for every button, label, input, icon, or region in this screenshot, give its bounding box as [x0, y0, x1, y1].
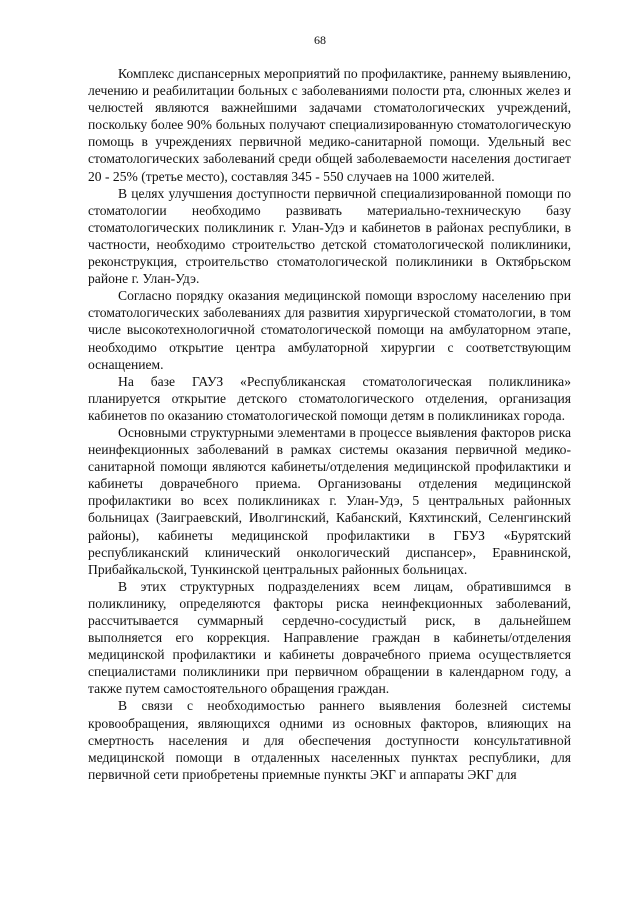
- page-number: 68: [314, 33, 326, 47]
- paragraph-risk-factors: В этих структурных подразделениях всем лицам, обратившимся в поликлинику, определяются факторы риска неинфекционных заболеваний, рассчитывается суммарный сердечно-сосудистый риск, в дальнейшем выполняется его коррекция. Направление граждан в кабинеты/отделения медицинской профилактики и кабинеты доврачебного приема осуществляется специалистами поликлиники при первичном обращении в календарном году, а также путем самостоятельного обращения граждан.: [88, 578, 571, 697]
- body-text: [88, 65, 571, 783]
- paragraph-structural-elements: Основными структурными элементами в процессе выявления факторов риска неинфекционных заболеваний в рамках системы оказания первичной медико-санитарной помощи являются кабинеты/отделения медицинской профилактики и кабинеты доврачебного приема. Организованы отделения медицинской профилактики во всех поликлиниках г. Улан-Удэ, 5 центральных районных больницах (Заиграевский, Иволгинский, Кабанский, Кяхтинский, Селенгинский районы), кабинеты медицинской профилактики в ГБУЗ «Бурятский республиканский клинический онкологический диспансер», Еравнинской, Прибайкальской, Тункинской центральных районных больницах.: [88, 424, 571, 577]
- paragraph-accessibility-improvement: В целях улучшения доступности первичной специализированной помощи по стоматологии необходимо развивать материально-техническую базу стоматологических поликлиник г. Улан-Удэ и кабинетов в районах республики, в частности, необходимо строительство детской стоматологической поликлиники, реконструкция, строительство стоматологической поликлиники в Октябрьском районе г. Улан-Удэ.: [88, 185, 571, 287]
- paragraph-surgery-center: Согласно порядку оказания медицинской помощи взрослому населению при стоматологических заболеваниях для развития хирургической стоматологии, в том числе высокотехнологичной стоматологической помощи на амбулаторном этапе, необходимо открытие центра амбулаторной хирургии с соответствующим оснащением.: [88, 288, 571, 372]
- paragraph-children-department: На базе ГАУЗ «Республиканская стоматологическая поликлиника» планируется открытие детского стоматологического отделения, организация кабинетов по оказанию стоматологической помощи детям в поликлиниках города.: [88, 373, 571, 423]
- paragraph-ecg-points: В связи с необходимостью раннего выявления болезней системы кровообращения, являющихся одними из основных факторов, влияющих на смертность населения и для обеспечения доступности консультативной медицинской помощи в отдаленных населенных пунктах республики, для первичной сети приобретены приемные пункты ЭКГ и аппараты ЭКГ для: [88, 698, 571, 782]
- paragraph-dispensary-measures: Комплекс диспансерных мероприятий по профилактике, раннему выявлению, лечению и реабилитации больных с заболеваниями полости рта, слюнных желез и челюстей являются важнейшими задачами стоматологических учреждений, поскольку более 90% больных получают специализированную стоматологическую помощь в учреждениях первичной медико-санитарной помощи. Удельный вес стоматологических заболеваний среди общей заболеваемости населения достигает 20 - 25% (третье место), составляя 345 - 550 случаев на 1000 жителей.: [88, 66, 571, 184]
